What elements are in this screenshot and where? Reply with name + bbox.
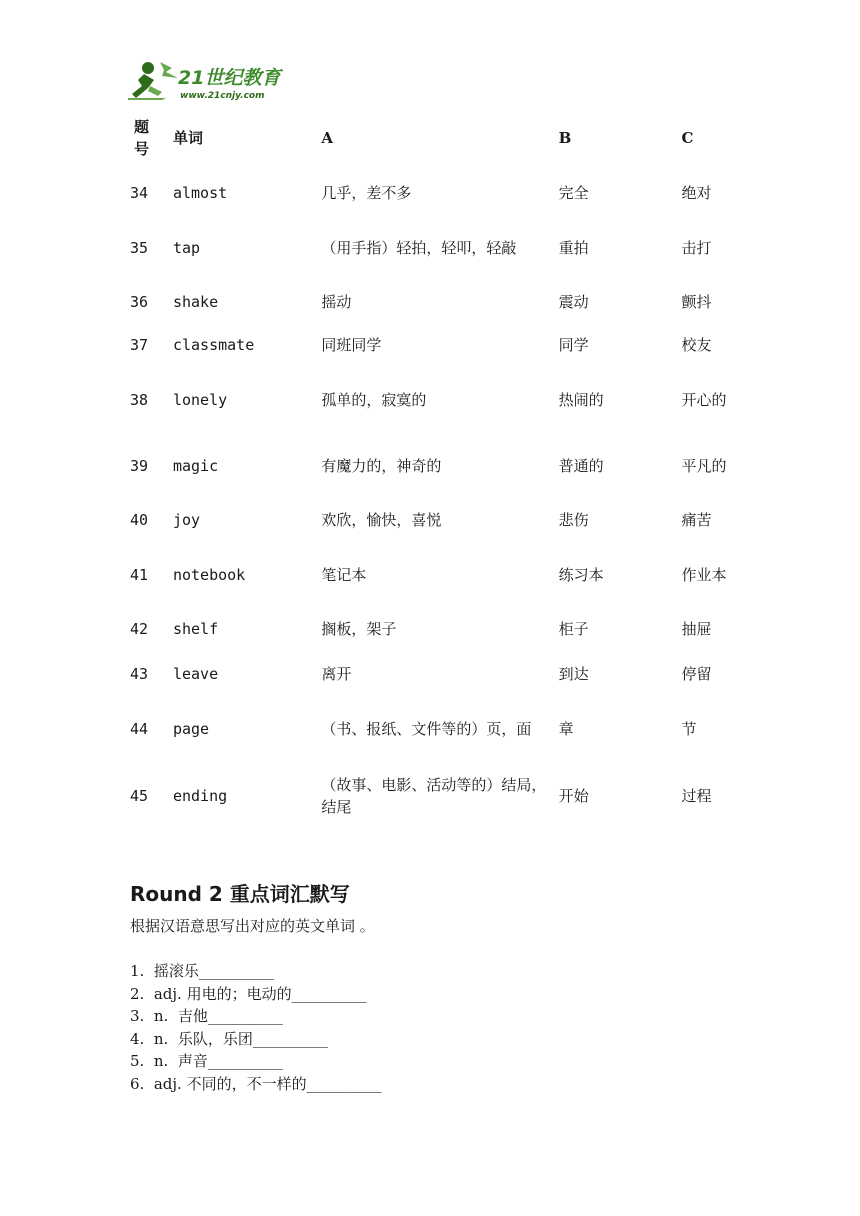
table-row xyxy=(118,166,738,220)
row-option-b: 普通的 xyxy=(558,457,604,475)
row-option-c: 平凡的 xyxy=(681,457,727,475)
header-option-a: A xyxy=(321,129,333,147)
row-word: magic xyxy=(172,457,219,475)
row-number: 38 xyxy=(130,391,149,409)
table-row xyxy=(118,494,738,546)
row-option-b: 同学 xyxy=(558,336,589,354)
row-option-a: 欢欣，愉快，喜悦 xyxy=(321,511,442,529)
row-option-b: 震动 xyxy=(558,293,589,311)
header-option-b: B xyxy=(558,129,572,147)
row-option-c: 作业本 xyxy=(681,566,727,584)
runner-logo-icon xyxy=(126,58,296,104)
site-logo xyxy=(126,58,296,104)
row-option-c: 击打 xyxy=(681,239,712,257)
list-item: 6. adj. 不同的，不一样的__________ xyxy=(130,1074,382,1093)
row-option-b: 开始 xyxy=(558,787,589,805)
row-option-c: 节 xyxy=(681,720,697,738)
row-number: 41 xyxy=(130,566,149,584)
section-title: Round 2 重点词汇默写 xyxy=(130,882,350,906)
row-word: page xyxy=(172,720,210,738)
logo-secondary-text: www.21cnjy.com xyxy=(180,91,265,101)
list-item: 4. n. 乐队，乐团__________ xyxy=(130,1029,328,1048)
row-option-b: 柜子 xyxy=(558,620,589,638)
row-option-a: 摇动 xyxy=(321,293,352,311)
row-number: 44 xyxy=(130,720,149,738)
row-word: notebook xyxy=(172,566,246,584)
row-option-c: 开心的 xyxy=(681,391,727,409)
table-row xyxy=(118,546,738,604)
row-word: ending xyxy=(172,787,228,805)
list-item: 5. n. 声音__________ xyxy=(130,1052,283,1071)
row-number: 34 xyxy=(130,184,149,202)
row-option-a: 离开 xyxy=(321,665,352,683)
list-item: 2. adj. 用电的；电动的__________ xyxy=(130,984,367,1003)
row-option-a: （用手指）轻拍，轻叩，轻敲 xyxy=(321,239,517,257)
row-option-c: 绝对 xyxy=(681,184,712,202)
row-option-c: 过程 xyxy=(681,787,712,805)
section-instruction: 根据汉语意思写出对应的英文单词 。 xyxy=(130,917,375,935)
row-number: 37 xyxy=(130,336,149,354)
row-option-c: 停留 xyxy=(681,665,712,683)
list-item: 1. 摇滚乐__________ xyxy=(130,962,274,980)
header-number: 题号 xyxy=(134,118,150,158)
table-header-row xyxy=(118,110,738,166)
logo-primary-text: 21世纪教育 xyxy=(178,67,281,89)
row-option-b: 悲伤 xyxy=(558,511,589,529)
row-option-a: 笔记本 xyxy=(321,566,367,584)
row-option-b: 章 xyxy=(558,720,574,738)
row-option-c: 抽屉 xyxy=(681,620,712,638)
row-number: 42 xyxy=(130,620,149,638)
row-option-a: 几乎，差不多 xyxy=(321,184,412,202)
row-option-a: 同班同学 xyxy=(321,336,382,354)
row-number: 40 xyxy=(130,511,149,529)
row-word: lonely xyxy=(172,391,228,409)
row-number: 39 xyxy=(130,457,149,475)
table-row xyxy=(118,604,738,654)
row-option-b: 重拍 xyxy=(558,239,589,257)
row-word: leave xyxy=(172,665,219,683)
table-row xyxy=(118,694,738,764)
table-row xyxy=(118,362,738,438)
table-row xyxy=(118,654,738,694)
row-word: almost xyxy=(172,184,228,202)
row-option-c: 校友 xyxy=(681,336,712,354)
row-number: 43 xyxy=(130,665,149,683)
row-option-b: 完全 xyxy=(558,184,589,202)
table-row xyxy=(118,328,738,362)
header-word: 单词 xyxy=(172,129,203,147)
row-option-b: 热闹的 xyxy=(558,391,604,409)
row-option-b: 到达 xyxy=(558,665,589,683)
row-word: tap xyxy=(172,239,201,257)
table-row xyxy=(118,764,738,828)
row-option-a: （书、报纸、文件等的）页，面 xyxy=(321,720,532,738)
dictation-list xyxy=(130,960,382,1096)
row-option-a: 有魔力的，神奇的 xyxy=(321,457,442,475)
vocabulary-table xyxy=(118,110,738,828)
table-row xyxy=(118,276,738,328)
list-item: 3. n. 吉他__________ xyxy=(130,1007,283,1026)
table-row xyxy=(118,220,738,276)
row-option-a: 孤单的，寂寞的 xyxy=(321,391,427,409)
row-number: 45 xyxy=(130,787,149,805)
row-number: 35 xyxy=(130,239,149,257)
row-word: shelf xyxy=(172,620,219,638)
row-option-a: 搁板，架子 xyxy=(321,620,397,638)
row-option-c: 颤抖 xyxy=(681,293,712,311)
table-row xyxy=(118,438,738,494)
row-option-b: 练习本 xyxy=(558,566,604,584)
row-option-c: 痛苦 xyxy=(681,511,712,529)
row-number: 36 xyxy=(130,293,149,311)
row-word: shake xyxy=(172,293,219,311)
row-word: joy xyxy=(172,511,201,529)
row-word: classmate xyxy=(172,336,255,354)
row-option-a: （故事、电影、活动等的）结局，结尾 xyxy=(321,776,547,816)
header-option-c: C xyxy=(681,129,694,147)
